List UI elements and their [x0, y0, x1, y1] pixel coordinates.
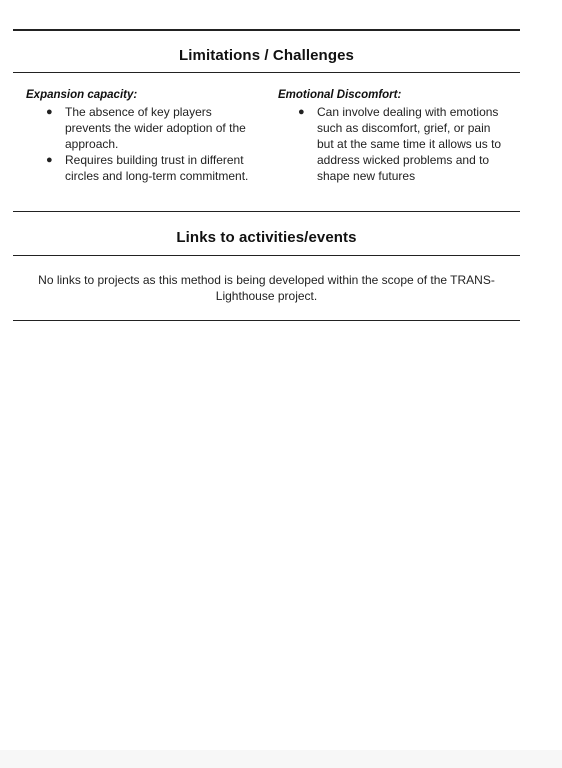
expansion-capacity-heading: Expansion capacity: — [26, 89, 138, 101]
bullet-icon: ● — [46, 106, 53, 118]
bullet-icon: ● — [298, 106, 305, 118]
links-title: Links to activities/events — [176, 229, 357, 246]
top-rule — [13, 29, 520, 31]
section-divider-rule — [13, 211, 520, 212]
list-item — [278, 104, 510, 184]
emotional-discomfort-column — [278, 87, 510, 184]
list-item-text: Can involve dealing with emotions such as discomfort, grief, or pain but at the same time it allows us to address wicked problems and to shape new futures — [317, 105, 502, 183]
links-title-rule — [13, 255, 520, 256]
list-item — [26, 104, 258, 152]
expansion-capacity-column — [26, 87, 258, 184]
list-item-text: The absence of key players prevents the wider adoption of the approach. — [65, 105, 246, 151]
page-footer-strip — [0, 750, 562, 768]
bottom-rule — [13, 320, 520, 321]
expansion-capacity-list — [26, 104, 258, 184]
list-item — [26, 152, 258, 184]
emotional-discomfort-heading: Emotional Discomfort: — [278, 89, 402, 101]
limitations-title-rule — [13, 72, 520, 73]
links-description: No links to projects as this method is being developed within the scope of the TRANS-Lighthouse project. — [38, 273, 495, 303]
list-item-text: Requires building trust in different circles and long-term commitment. — [65, 153, 249, 183]
bullet-icon: ● — [46, 154, 53, 166]
emotional-discomfort-list — [278, 104, 510, 184]
limitations-title: Limitations / Challenges — [179, 47, 354, 64]
